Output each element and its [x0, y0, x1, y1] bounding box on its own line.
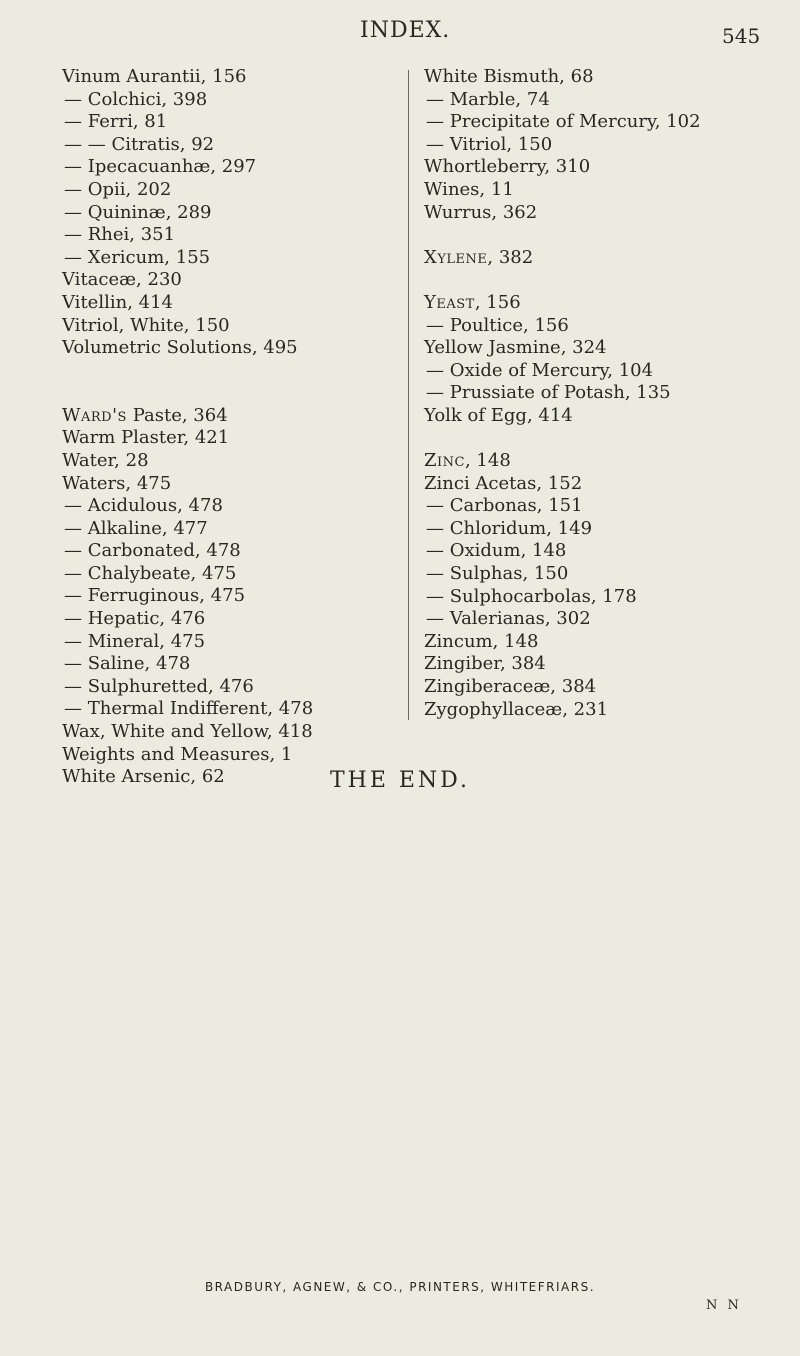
- index-entry: — Chloridum, 149: [426, 517, 593, 539]
- index-entry: — Rhei, 351: [64, 224, 176, 246]
- index-entry: — Colchici, 398: [64, 88, 208, 110]
- index-entry: — Precipitate of Mercury, 102: [426, 111, 701, 133]
- index-entry: Warm Plaster, 421: [62, 427, 230, 449]
- index-entry: — Prussiate of Potash, 135: [426, 382, 671, 404]
- index-entry: — Ferruginous, 475: [64, 585, 246, 607]
- index-entry: Water, 28: [62, 449, 149, 471]
- index-entry: — Poultice, 156: [426, 314, 569, 336]
- printer-imprint: BRADBURY, AGNEW, & CO., PRINTERS, WHITEFRIARS.: [204, 1280, 596, 1294]
- index-entry: — Oxidum, 148: [426, 540, 567, 562]
- index-entry: Zygophyllaceæ, 231: [424, 698, 609, 720]
- index-entry: — Quininæ, 289: [64, 201, 212, 223]
- index-entry: — Marble, 74: [426, 88, 550, 110]
- index-entry: — — Citratis, 92: [64, 133, 215, 155]
- index-entry: — Vitriol, 150: [426, 133, 553, 155]
- index-entry: Yellow Jasmine, 324: [424, 337, 607, 359]
- index-entry: — Sulphuretted, 476: [64, 675, 254, 697]
- index-entry: Vitaceæ, 230: [62, 269, 182, 291]
- index-entry: — Mineral, 475: [64, 630, 206, 652]
- index-entry: Wines, 11: [424, 178, 514, 200]
- index-entry: — Sulphas, 150: [426, 563, 569, 585]
- index-entry: Wurrus, 362: [424, 201, 538, 223]
- index-entry: — Xericum, 155: [64, 246, 211, 268]
- index-entry: — Oxide of Mercury, 104: [426, 359, 654, 381]
- index-entry: — Chalybeate, 475: [64, 562, 237, 584]
- index-entry: — Hepatic, 476: [64, 608, 206, 630]
- index-entry: Volumetric Solutions, 495: [62, 337, 298, 359]
- index-entry: Vitellin, 414: [62, 291, 173, 313]
- index-entry: Waters, 475: [62, 472, 172, 494]
- page-number: 545: [722, 24, 761, 48]
- index-entry: Vinum Aurantii, 156: [62, 66, 247, 87]
- index-entry: Weights and Measures, 1: [62, 743, 293, 765]
- the-end-caption: THE END.: [329, 768, 471, 793]
- index-entry: — Sulphocarbolas, 178: [426, 585, 637, 607]
- index-entry: — Carbonas, 151: [426, 495, 583, 517]
- index-entry: — Thermal Indifferent, 478: [64, 698, 314, 720]
- index-entry: Zingiberaceæ, 384: [424, 676, 597, 698]
- index-entry: — Ipecacuanhæ, 297: [64, 156, 257, 178]
- index-entry: — Carbonated, 478: [64, 540, 241, 562]
- index-entry: Ward's Paste, 364: [62, 404, 228, 426]
- index-entry: Yeast, 156: [424, 291, 521, 313]
- index-entry: — Opii, 202: [64, 178, 172, 200]
- index-entry: Vitriol, White, 150: [62, 314, 230, 336]
- running-title: INDEX.: [360, 18, 451, 43]
- index-entry: White Arsenic, 62: [62, 766, 225, 788]
- index-entry: Zingiber, 384: [424, 653, 546, 675]
- index-entry: Zinc, 148: [424, 450, 511, 472]
- index-entry: Yolk of Egg, 414: [424, 404, 573, 426]
- index-entry: — Ferri, 81: [64, 111, 168, 133]
- index-column-right: [424, 66, 784, 721]
- index-entry: Wax, White and Yellow, 418: [62, 721, 313, 743]
- index-column-left: [62, 66, 402, 789]
- index-entry: Xylene, 382: [424, 246, 534, 268]
- index-entry: Whortleberry, 310: [424, 156, 591, 178]
- page-header: [0, 18, 800, 52]
- index-entry: — Saline, 478: [64, 653, 191, 675]
- signature-mark: N N: [706, 1298, 742, 1313]
- index-entry: — Alkaline, 477: [64, 517, 208, 539]
- index-entry: — Valerianas, 302: [426, 608, 591, 630]
- index-entry: — Acidulous, 478: [64, 495, 223, 517]
- index-entry: Zincum, 148: [424, 630, 539, 652]
- index-entry: Zinci Acetas, 152: [424, 472, 583, 494]
- index-entry: White Bismuth, 68: [424, 66, 594, 87]
- column-divider: [408, 70, 409, 720]
